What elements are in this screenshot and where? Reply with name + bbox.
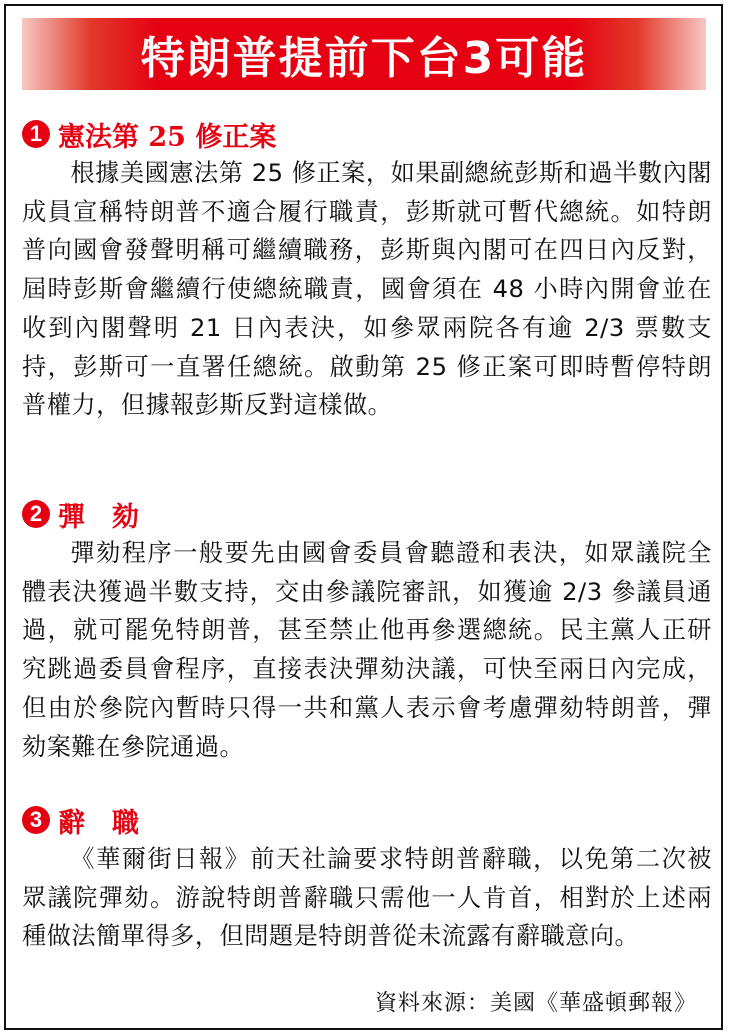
section-body: 根據美國憲法第 25 修正案，如果副總統彭斯和過半數內閣成員宣稱特朗普不適合履行職責，彭斯就可暫代總統。如特朗普向國會發聲明稱可繼續職務，彭斯與內閣可在四日內反對，屆時彭斯會繼續行使總統職責，國會須在 48 小時內開會並在收到內閣聲明 21 日內表決，如參眾兩院各有逾 2/3 票數支持，彭斯可一直署任總統。啟動第 25 修正案可即時暫停特朗普權力，但據報彭斯反對這樣做。: [22, 159, 712, 420]
section-heading: [22, 114, 712, 154]
section-heading: [22, 800, 712, 840]
section-body: 《華爾街日報》前天社論要求特朗普辭職，以免第二次被眾議院彈劾。游說特朗普辭職只需他一人肯首，相對於上述兩種做法簡單得多，但問題是特朗普從未流露有辭職意向。: [22, 845, 712, 951]
section-amendment-25: [22, 114, 712, 425]
section-body: 彈劾程序一般要先由國會委員會聽證和表決，如眾議院全體表決獲過半數支持，交由參議院審訊，如獲逾 2/3 參議員通過，就可罷免特朗普，甚至禁止他再參選總統。民主黨人正研究跳過委員會程序，直接表決彈劾決議，可快至兩日內完成，但由於參院內暫時只得一共和黨人表示會考慮彈劾特朗普，彈劾案難在參院通過。: [22, 539, 712, 761]
section-title: 辭 職: [58, 807, 139, 839]
number-badge-icon: 1: [22, 120, 50, 148]
section-heading: [22, 494, 712, 534]
number-badge-icon: 2: [22, 500, 50, 528]
section-title: 彈 劾: [58, 501, 139, 533]
source-credit: 資料來源：美國《華盛頓郵報》: [374, 991, 697, 1016]
section-resignation: [22, 800, 712, 956]
title-banner: [22, 18, 706, 90]
section-impeachment: [22, 494, 712, 766]
page-title: 特朗普提前下台3可能: [140, 33, 588, 84]
number-badge-icon: 3: [22, 806, 50, 834]
section-title: 憲法第 25 修正案: [58, 121, 277, 153]
